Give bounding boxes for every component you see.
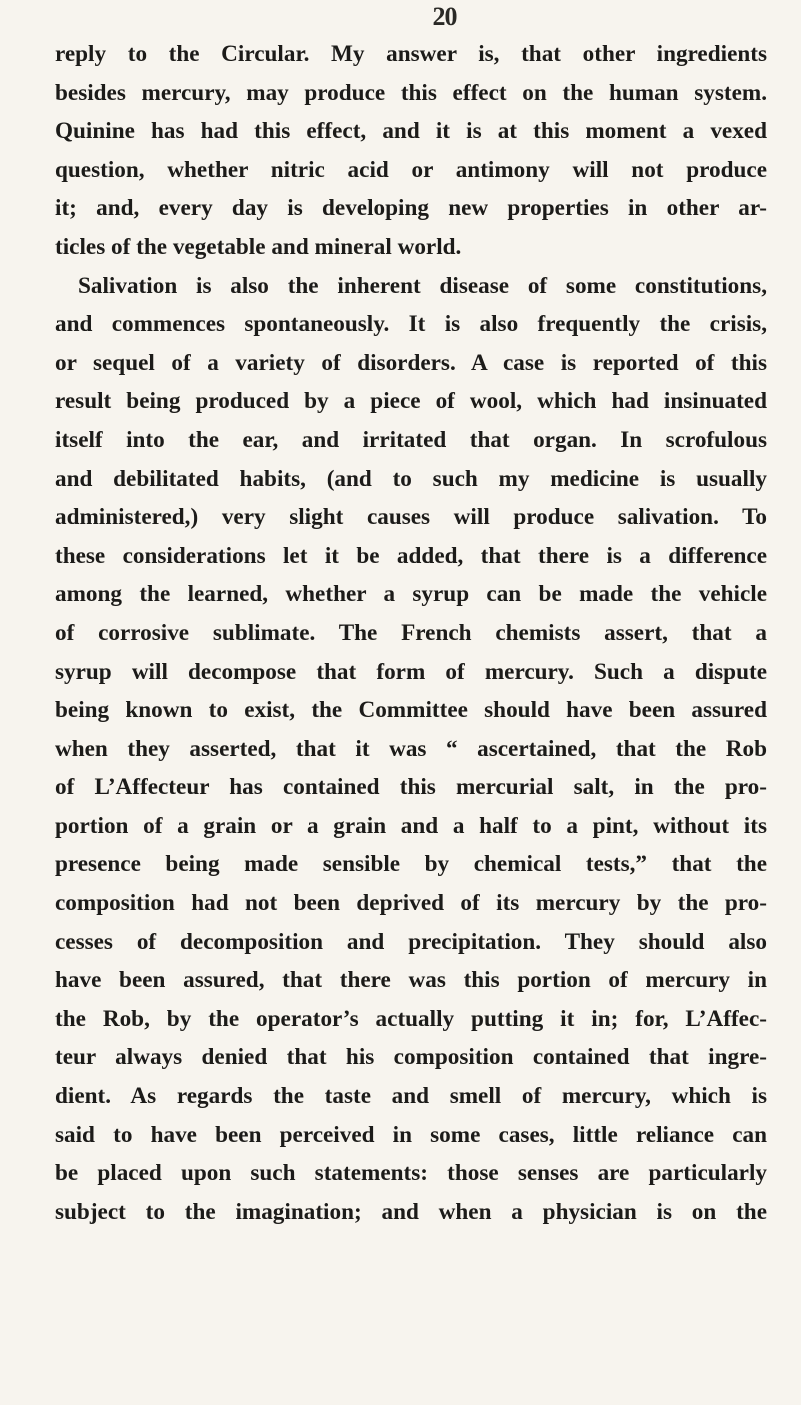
text-line: Salivation is also the inherent disease of some constitutions, (78, 272, 767, 299)
text-line: presence being made sensible by chemical tests,” that the (55, 851, 767, 878)
text-line: be placed upon such statements: those senses are particularly (55, 1160, 767, 1187)
text-line: cesses of decomposition and precipitation. They should also (55, 928, 767, 955)
text-line: result being produced by a piece of wool, which had insinuated (55, 388, 767, 415)
text-line: ticles of the vegetable and mineral world. (55, 233, 462, 260)
text-line: composition had not been deprived of its mercury by the pro- (55, 890, 767, 917)
page-number: 20 (432, 2, 457, 31)
text-line: portion of a grain or a grain and a half to a pint, without its (55, 812, 767, 839)
text-line: teur always denied that his composition contained that ingre- (55, 1044, 767, 1071)
text-line: said to have been perceived in some cases, little reliance can (55, 1121, 767, 1148)
text-line: or sequel of a variety of disorders. A case is reported of this (55, 349, 767, 376)
text-line: of L’Affecteur has contained this mercurial salt, in the pro- (55, 774, 767, 801)
text-line: subject to the imagination; and when a physician is on the (55, 1198, 767, 1225)
text-line: have been assured, that there was this portion of mercury in (55, 967, 767, 994)
text-line: dient. As regards the taste and smell of mercury, which is (55, 1083, 767, 1110)
text-line: reply to the Circular. My answer is, that other ingredients (55, 41, 767, 67)
text-line: administered,) very slight causes will produce salivation. To (55, 504, 767, 531)
text-line: syrup will decompose that form of mercury. Such a dispute (55, 658, 767, 685)
text-line: of corrosive sublimate. The French chemists assert, that a (55, 619, 767, 646)
text-line: itself into the ear, and irritated that organ. In scrofulous (55, 426, 767, 453)
text-line: it; and, every day is developing new properties in other ar- (55, 195, 767, 222)
text-line: and commences spontaneously. It is also frequently the crisis, (55, 311, 767, 338)
text-line: question, whether nitric acid or antimony will not produce (55, 156, 767, 183)
text-line: the Rob, by the operator’s actually putting it in; for, L’Affec- (55, 1005, 767, 1032)
text-line: among the learned, whether a syrup can be made the vehicle (55, 581, 767, 608)
text-line: these considerations let it be added, that there is a difference (55, 542, 767, 569)
text-line: when they asserted, that it was “ ascertained, that the Rob (55, 735, 767, 762)
body-text (55, 35, 767, 1231)
text-line: besides mercury, may produce this effect on the human system. (55, 79, 767, 106)
text-line: Quinine has had this effect, and it is at this moment a vexed (55, 118, 767, 145)
text-line: and debilitated habits, (and to such my medicine is usually (55, 465, 767, 492)
text-line: being known to exist, the Committee should have been assured (55, 697, 767, 724)
